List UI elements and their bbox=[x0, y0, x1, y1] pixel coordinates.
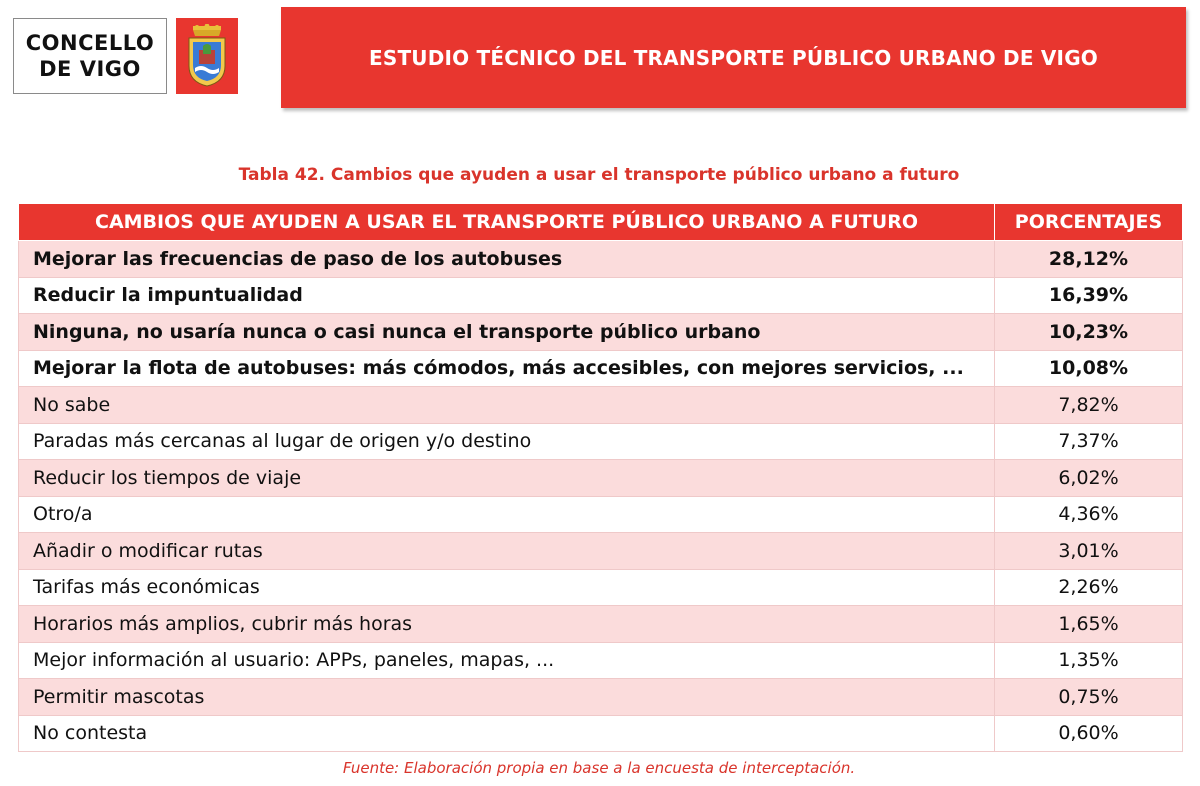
row-percentage: 10,23% bbox=[995, 314, 1183, 351]
header-banner bbox=[281, 7, 1186, 108]
row-label: Otro/a bbox=[19, 496, 995, 533]
concello-logo bbox=[13, 18, 167, 94]
row-label: Paradas más cercanas al lugar de origen y/o destino bbox=[19, 423, 995, 460]
row-label: No sabe bbox=[19, 387, 995, 424]
table-row bbox=[19, 241, 1183, 278]
table-row bbox=[19, 606, 1183, 643]
table-row bbox=[19, 350, 1183, 387]
table-row bbox=[19, 533, 1183, 570]
column-header-percentages: PORCENTAJES bbox=[995, 204, 1183, 241]
table-row bbox=[19, 277, 1183, 314]
table-row bbox=[19, 423, 1183, 460]
row-percentage: 7,37% bbox=[995, 423, 1183, 460]
row-percentage: 0,75% bbox=[995, 679, 1183, 716]
table-body bbox=[19, 241, 1183, 752]
row-percentage: 28,12% bbox=[995, 241, 1183, 278]
crest-svg bbox=[185, 24, 229, 88]
row-percentage: 4,36% bbox=[995, 496, 1183, 533]
row-percentage: 3,01% bbox=[995, 533, 1183, 570]
row-percentage: 10,08% bbox=[995, 350, 1183, 387]
table-source-note: Fuente: Elaboración propia en base a la encuesta de interceptación. bbox=[342, 759, 856, 777]
row-percentage: 7,82% bbox=[995, 387, 1183, 424]
row-label: Ninguna, no usaría nunca o casi nunca el transporte público urbano bbox=[19, 314, 995, 351]
table-row bbox=[19, 460, 1183, 497]
row-label: No contesta bbox=[19, 715, 995, 752]
row-label: Añadir o modificar rutas bbox=[19, 533, 995, 570]
table-row bbox=[19, 314, 1183, 351]
row-percentage: 6,02% bbox=[995, 460, 1183, 497]
column-header-changes: CAMBIOS QUE AYUDEN A USAR EL TRANSPORTE PÚBLICO URBANO A FUTURO bbox=[19, 204, 995, 241]
table-row bbox=[19, 642, 1183, 679]
table-row bbox=[19, 715, 1183, 752]
logo-text-line1: CONCELLO bbox=[25, 31, 155, 55]
row-label: Horarios más amplios, cubrir más horas bbox=[19, 606, 995, 643]
table-row bbox=[19, 569, 1183, 606]
results-table bbox=[18, 203, 1183, 752]
table-row bbox=[19, 387, 1183, 424]
row-percentage: 16,39% bbox=[995, 277, 1183, 314]
banner-title: ESTUDIO TÉCNICO DEL TRANSPORTE PÚBLICO URBANO DE VIGO bbox=[368, 45, 1099, 70]
logo-text-line2: DE VIGO bbox=[39, 57, 141, 81]
row-label: Permitir mascotas bbox=[19, 679, 995, 716]
vigo-coat-of-arms-icon bbox=[176, 18, 238, 94]
row-percentage: 2,26% bbox=[995, 569, 1183, 606]
row-label: Mejorar las frecuencias de paso de los autobuses bbox=[19, 241, 995, 278]
table-row bbox=[19, 679, 1183, 716]
table-caption: Tabla 42. Cambios que ayuden a usar el transporte público urbano a futuro bbox=[238, 165, 960, 185]
row-label: Mejorar la flota de autobuses: más cómodos, más accesibles, con mejores servicios, ... bbox=[19, 350, 995, 387]
row-label: Reducir la impuntualidad bbox=[19, 277, 995, 314]
row-percentage: 0,60% bbox=[995, 715, 1183, 752]
row-label: Reducir los tiempos de viaje bbox=[19, 460, 995, 497]
row-label: Mejor información al usuario: APPs, paneles, mapas, ... bbox=[19, 642, 995, 679]
row-percentage: 1,65% bbox=[995, 606, 1183, 643]
row-label: Tarifas más económicas bbox=[19, 569, 995, 606]
table-header-row bbox=[19, 204, 1183, 241]
table-row bbox=[19, 496, 1183, 533]
row-percentage: 1,35% bbox=[995, 642, 1183, 679]
